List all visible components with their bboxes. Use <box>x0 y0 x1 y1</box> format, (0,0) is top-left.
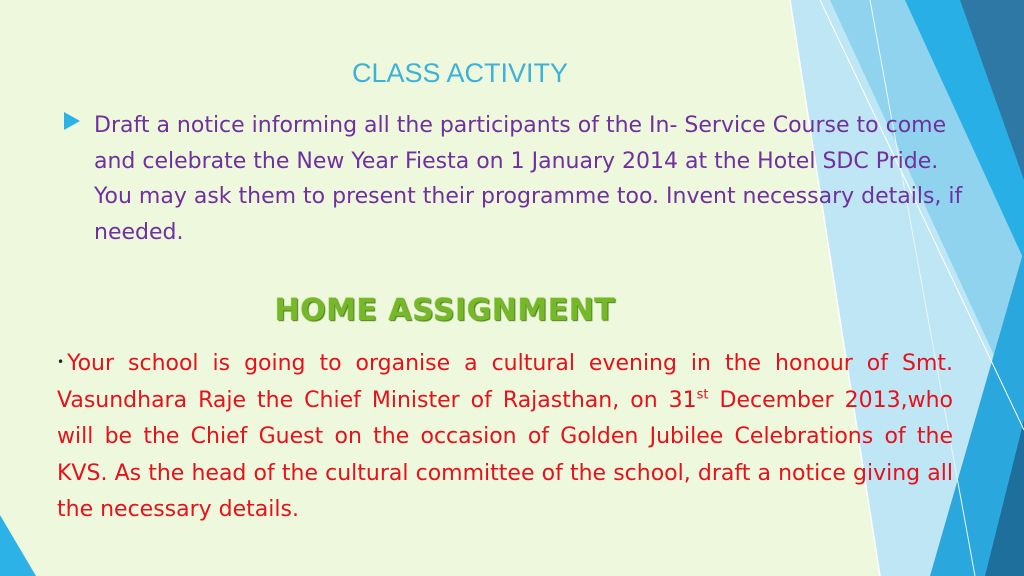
bullet-icon: • <box>57 355 65 369</box>
home-assignment-heading: HOME ASSIGNMENT <box>274 293 616 328</box>
bottom-left-facet <box>0 515 36 576</box>
home-assignment-text <box>57 344 953 529</box>
arrow-bullet-icon <box>64 112 80 130</box>
date-superscript: st <box>696 387 709 403</box>
slide-title: CLASS ACTIVITY <box>351 58 569 88</box>
assignment-text-part2: December 2013,who will be the Chief Guest on the occasion of Golden Jubilee Celebrations of the KVS. As the head of the cultural committee of the school, draft a notice giving all the necessary details. <box>57 387 953 522</box>
class-activity-item <box>64 108 964 250</box>
class-activity-text: Draft a notice informing all the participants of the In- Service Course to come and celebrate the New Year Fiesta on 1 January 2014 at the Hotel SDC Pride. You may ask them to present their programme too. Invent necessary details, if needed. <box>94 113 963 245</box>
assignment-text-part1: Your school is going to organise a cultural evening in the honour of Smt. Vasundhara Raje the Chief Minister of Rajasthan, on 31 <box>57 351 953 413</box>
